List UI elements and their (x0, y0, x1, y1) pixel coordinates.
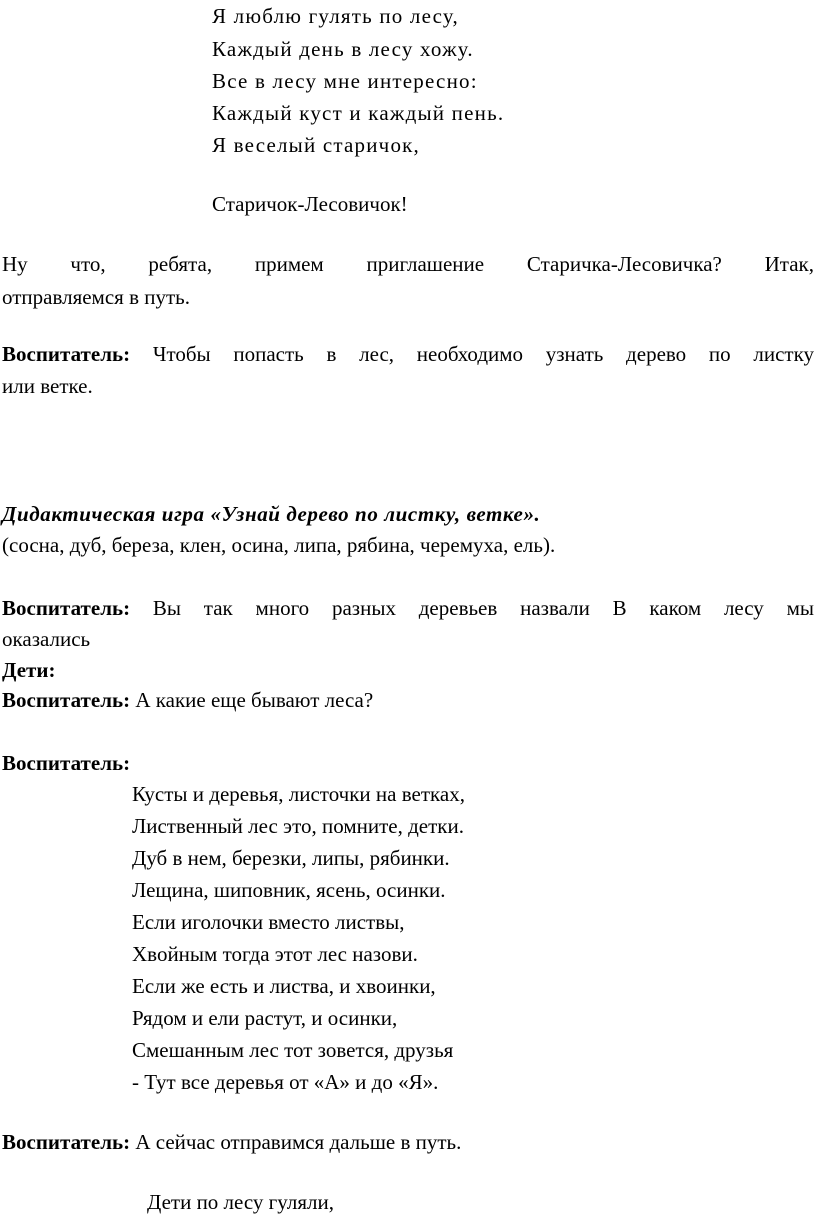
poem2-line: Смешанным лес тот зовется, друзья (132, 1038, 454, 1062)
speaker-label: Воспитатель: (2, 596, 131, 620)
poem1-last-line: Старичок-Лесовичок! (212, 192, 408, 216)
paragraph-line (2, 688, 373, 712)
poem2-line: Дуб в нем, березки, липы, рябинки. (132, 846, 450, 870)
poem1-line: Каждый день в лесу хожу. (212, 37, 474, 61)
paragraph-line: оказались (2, 627, 91, 651)
speech-text: Чтобы попасть в лес, необходимо узнать дерево по листку (152, 342, 814, 366)
speech-text: А какие еще бывают леса? (135, 688, 374, 712)
poem1-line: Я люблю гулять по лесу, (212, 4, 459, 28)
paragraph-line: Ну что, ребята, примем приглашение Старичка-Лесовичка? Итак, (2, 252, 814, 276)
poem2-line: Кусты и деревья, листочки на ветках, (132, 782, 465, 806)
paragraph-line (2, 1130, 461, 1154)
poem2-line: Если же есть и листва, и хвоинки, (132, 974, 436, 998)
poem1-line: Я веселый старичок, (212, 133, 420, 157)
speaker-label: Воспитатель: (2, 751, 131, 775)
paragraph-line: отправляемся в путь. (2, 285, 190, 309)
paragraph-line (2, 596, 814, 620)
poem2-line: - Тут все деревья от «А» и до «Я». (132, 1070, 439, 1094)
paragraph-line: или ветке. (2, 374, 93, 398)
speaker-label: Дети: (2, 658, 56, 682)
speaker-label: Воспитатель: (2, 342, 131, 366)
speech-text: Вы так много разных деревьев назвали В каком лесу мы (152, 596, 815, 620)
poem2-line: Если иголочки вместо листвы, (132, 910, 405, 934)
poem2-line: Лещина, шиповник, ясень, осинки. (132, 878, 446, 902)
poem1-line: Все в лесу мне интересно: (212, 69, 478, 93)
game-title: Дидактическая игра «Узнай дерево по листку, ветке». (2, 502, 541, 526)
paragraph-line (2, 342, 814, 366)
poem3-line: Дети по лесу гуляли, (147, 1190, 334, 1214)
speaker-label: Воспитатель: (2, 688, 131, 712)
poem2-line: Лиственный лес это, помните, детки. (132, 814, 464, 838)
poem1-line: Каждый куст и каждый пень. (212, 101, 505, 125)
speech-text: А сейчас отправимся дальше в путь. (135, 1130, 462, 1154)
poem2-line: Хвойным тогда этот лес назови. (132, 942, 418, 966)
poem2-line: Рядом и ели растут, и осинки, (132, 1006, 398, 1030)
game-options: (сосна, дуб, береза, клен, осина, липа, рябина, черемуха, ель). (2, 533, 556, 557)
speaker-label: Воспитатель: (2, 1130, 131, 1154)
